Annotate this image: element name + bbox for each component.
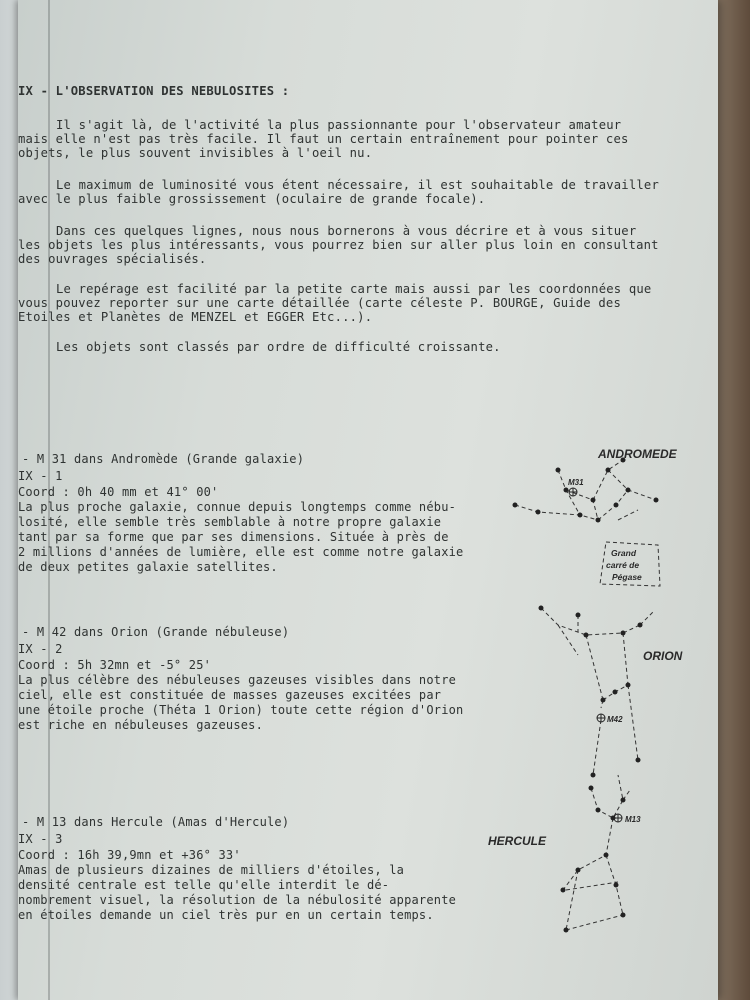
star-icon xyxy=(601,698,606,703)
intro-line: Il s'agit là, de l'activité la plus passionnante pour l'observateur amateur xyxy=(56,118,622,132)
object-desc-line: nombrement visuel, la résolution de la nébulosité apparente xyxy=(18,893,457,907)
object-desc-line: en étoiles demande un ciel très pur en un certain temps. xyxy=(18,908,434,922)
star-icon xyxy=(626,488,631,493)
intro-line: Le repérage est facilité par la petite carte mais aussi par les coordonnées que xyxy=(56,282,652,296)
star-icon xyxy=(584,633,589,638)
star-maps xyxy=(18,0,718,1000)
star-icon xyxy=(513,503,518,508)
star-icon xyxy=(564,928,569,933)
object-ref: IX - 2 xyxy=(18,642,63,656)
intro-line: Le maximum de luminosité vous étent nécessaire, il est souhaitable de travailler xyxy=(56,178,659,192)
star-icon xyxy=(596,518,601,523)
object-desc-line: densité centrale est telle qu'elle interdit le dé- xyxy=(18,878,390,892)
star-icon xyxy=(578,513,583,518)
star-icon xyxy=(614,503,619,508)
intro-line: objets, le plus souvent invisibles à l'oeil nu. xyxy=(18,146,373,160)
star-icon xyxy=(654,498,659,503)
object-coord: Coord : 5h 32mn et -5° 25' xyxy=(18,658,212,672)
object-coord: Coord : 0h 40 mm et 41° 00' xyxy=(18,485,219,499)
star-icon xyxy=(576,613,581,618)
star-icon xyxy=(576,868,581,873)
star-icon xyxy=(621,631,626,636)
pegase-square-label: Pégase xyxy=(612,572,642,582)
object-desc-line: La plus proche galaxie, connue depuis longtemps comme nébu- xyxy=(18,500,457,514)
intro-line: Dans ces quelques lignes, nous nous bornerons à vous décrire et à vous situer xyxy=(56,224,637,238)
andromede-label: ANDROMEDE xyxy=(598,447,677,461)
m13-marker-icon xyxy=(614,814,622,822)
star-icon xyxy=(638,623,643,628)
star-icon xyxy=(564,488,569,493)
object-desc-line: losité, elle semble très semblable à notre propre galaxie xyxy=(18,515,442,529)
star-icon xyxy=(613,690,618,695)
star-icon xyxy=(539,606,544,611)
m42-marker-icon xyxy=(597,714,605,722)
star-icon xyxy=(621,798,626,803)
object-ref: IX - 1 xyxy=(18,469,63,483)
star-icon xyxy=(621,913,626,918)
m42-label: M42 xyxy=(607,715,623,724)
document-page xyxy=(18,0,718,1000)
intro-line: Les objets sont classés par ordre de difficulté croissante. xyxy=(56,340,501,354)
star-icon xyxy=(606,468,611,473)
star-icon xyxy=(626,683,631,688)
m31-label: M31 xyxy=(568,478,584,487)
m13-label: M13 xyxy=(625,815,641,824)
intro-line: vous pouvez reporter sur une carte détaillée (carte céleste P. BOURGE, Guide des xyxy=(18,296,621,310)
section-heading: IX - L'OBSERVATION DES NEBULOSITES : xyxy=(18,84,290,98)
object-coord: Coord : 16h 39,9mn et +36° 33' xyxy=(18,848,241,862)
star-icon xyxy=(556,468,561,473)
orion-label: ORION xyxy=(643,649,683,663)
object-desc-line: de deux petites galaxie satellites. xyxy=(18,560,278,574)
star-icon xyxy=(596,808,601,813)
intro-line: les objets les plus intéressants, vous pourrez bien sur aller plus loin en consultant xyxy=(18,238,659,252)
object-desc-line: Amas de plusieurs dizaines de milliers d'étoiles, la xyxy=(18,863,405,877)
object-desc-line: est riche en nébuleuses gazeuses. xyxy=(18,718,264,732)
star-icon xyxy=(561,888,566,893)
object-desc-line: 2 millions d'années de lumière, elle est comme notre galaxie xyxy=(18,545,464,559)
m31-marker-icon xyxy=(569,488,577,496)
hercule-label: HERCULE xyxy=(488,834,547,848)
intro-line: mais elle n'est pas très facile. Il faut un certain entraînement pour pointer ces xyxy=(18,132,629,146)
hercule-map xyxy=(563,775,630,930)
star-icon xyxy=(536,510,541,515)
object-desc-line: ciel, elle est constituée de masses gazeuses excitées par xyxy=(18,688,442,702)
object-ref: IX - 3 xyxy=(18,832,63,846)
intro-line: des ouvrages spécialisés. xyxy=(18,252,207,266)
object-desc-line: tant par sa forme que par ses dimensions. Située à près de xyxy=(18,530,449,544)
star-icon xyxy=(604,853,609,858)
object-desc-line: La plus célèbre des nébuleuses gazeuses visibles dans notre xyxy=(18,673,457,687)
orion-map xyxy=(541,608,653,775)
star-icon xyxy=(589,786,594,791)
pegase-square-label: Grand xyxy=(611,548,637,558)
object-title: - M 13 dans Hercule (Amas d'Hercule) xyxy=(22,815,290,829)
star-icon xyxy=(591,498,596,503)
object-title: - M 42 dans Orion (Grande nébuleuse) xyxy=(22,625,290,639)
object-desc-line: une étoile proche (Théta 1 Orion) toute cette région d'Orion xyxy=(18,703,464,717)
pegase-square-label: carré de xyxy=(606,560,640,570)
star-icon xyxy=(636,758,641,763)
star-icon xyxy=(591,773,596,778)
intro-line: avec le plus faible grossissement (oculaire de grande focale). xyxy=(18,192,486,206)
object-title: - M 31 dans Andromède (Grande galaxie) xyxy=(22,452,305,466)
intro-line: Etoiles et Planètes de MENZEL et EGGER Etc...). xyxy=(18,310,373,324)
star-icon xyxy=(614,883,619,888)
